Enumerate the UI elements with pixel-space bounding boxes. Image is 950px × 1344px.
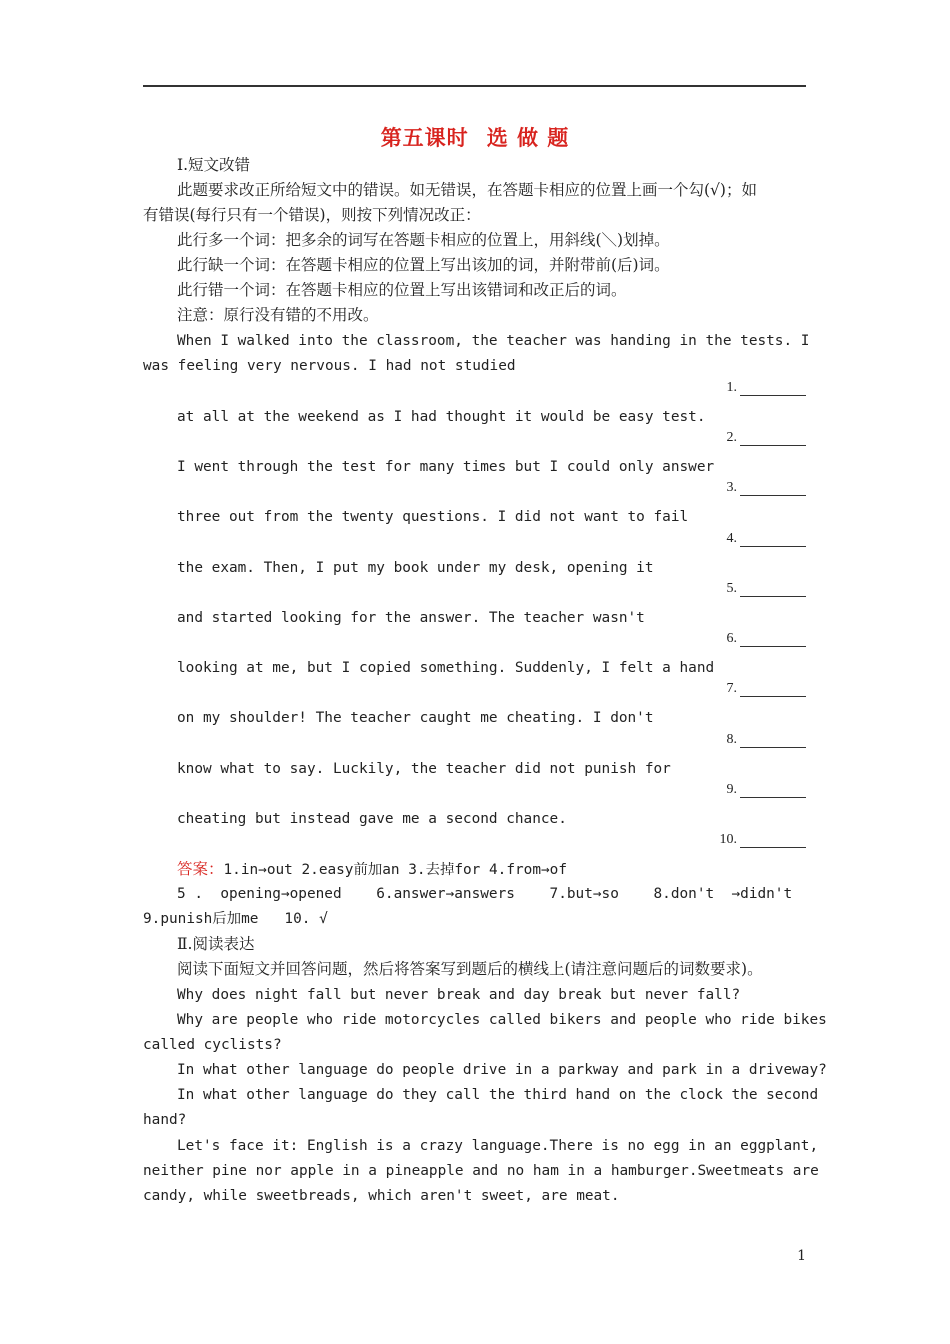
answer-text: 1.in→out 2.easy前加an 3.去掉for 4.from→of <box>223 862 567 878</box>
passage-line: know what to say. Luckily, the teacher did not punish for <box>177 761 671 777</box>
instruction-line: 注意：原行没有错的不用改。 <box>177 306 379 324</box>
instruction-line: 此行多一个词：把多余的词写在答题卡相应的位置上，用斜线(＼)划掉。 <box>177 231 670 249</box>
answer-slot <box>706 480 806 496</box>
page-number: 1 <box>797 1248 806 1264</box>
answer-number: 10. <box>719 832 737 847</box>
section1-heading: Ⅰ.短文改错 <box>177 156 251 174</box>
answer-number: 4. <box>726 531 737 546</box>
answer-blank <box>740 833 806 848</box>
reading-line: Why are people who ride motorcycles called bikers and people who ride bikes <box>177 1012 827 1028</box>
answer-slot <box>706 832 806 848</box>
answer-blank <box>740 481 806 496</box>
passage-line: on my shoulder! The teacher caught me cheating. I don't <box>177 710 654 726</box>
passage-line: at all at the weekend as I had thought it would be easy test. <box>177 409 706 425</box>
reading-line: hand? <box>143 1112 187 1128</box>
answer-blank <box>740 733 806 748</box>
passage-line: the exam. Then, I put my book under my desk, opening it <box>177 560 654 576</box>
answer-slot <box>706 531 806 547</box>
answer-blank <box>740 582 806 597</box>
instruction-line: 有错误(每行只有一个错误)，则按下列情况改正： <box>143 206 481 224</box>
reading-line: Why does night fall but never break and day break but never fall? <box>177 987 741 1003</box>
reading-line: Let's face it: English is a crazy language.There is no egg in an eggplant, <box>177 1138 819 1154</box>
section2-instruction: 阅读下面短文并回答问题，然后将答案写到题后的横线上(请注意问题后的词数要求)。 <box>177 960 763 978</box>
answer-slot <box>706 732 806 748</box>
answer-blank <box>740 783 806 798</box>
answer-label: 答案： <box>177 860 224 878</box>
answer-slot <box>706 380 806 396</box>
answer-number: 3. <box>726 480 737 495</box>
reading-line: neither pine nor apple in a pineapple and no ham in a hamburger.Sweetmeats are <box>143 1163 819 1179</box>
reading-line: candy, while sweetbreads, which aren't sweet, are meat. <box>143 1188 620 1204</box>
passage-line: three out from the twenty questions. I did not want to fail <box>177 509 689 525</box>
section2-heading: Ⅱ.阅读表达 <box>177 935 255 953</box>
page-title <box>0 122 950 152</box>
title-part2: 选 做 题 <box>486 125 570 150</box>
answer-key-line: 9.punish后加me 10. √ <box>143 911 328 927</box>
passage-line: I went through the test for many times but I could only answer <box>177 459 715 475</box>
instruction-line: 此行缺一个词：在答题卡相应的位置上写出该加的词，并附带前(后)词。 <box>177 256 670 274</box>
reading-line: In what other language do they call the third hand on the clock the second <box>177 1087 819 1103</box>
answer-slot <box>706 681 806 697</box>
answer-number: 9. <box>726 782 737 797</box>
header-rule <box>143 85 806 87</box>
answer-key-line: 5 . opening→opened 6.answer→answers 7.but→so 8.don't →didn't <box>177 886 793 902</box>
instruction-line: 此行错一个词：在答题卡相应的位置上写出该错词和改正后的词。 <box>177 281 627 299</box>
passage-intro-line: When I walked into the classroom, the teacher was handing in the tests. I <box>177 333 810 349</box>
instruction-line: 此题要求改正所给短文中的错误。如无错误，在答题卡相应的位置上画一个勾(√)；如 <box>177 181 757 199</box>
answer-number: 8. <box>726 732 737 747</box>
answer-number: 6. <box>726 631 737 646</box>
answer-number: 7. <box>726 681 737 696</box>
answer-number: 1. <box>726 380 737 395</box>
passage-line: and started looking for the answer. The teacher wasn't <box>177 610 645 626</box>
answer-blank <box>740 381 806 396</box>
answer-key-line <box>143 857 806 883</box>
answer-slot <box>706 782 806 798</box>
answer-number: 5. <box>726 581 737 596</box>
passage-line: cheating but instead gave me a second chance. <box>177 811 567 827</box>
answer-blank <box>740 632 806 647</box>
answer-number: 2. <box>726 430 737 445</box>
answer-slot <box>706 581 806 597</box>
answer-slot <box>706 631 806 647</box>
answer-blank <box>740 431 806 446</box>
answer-slot <box>706 430 806 446</box>
passage-line: looking at me, but I copied something. Suddenly, I felt a hand <box>177 660 715 676</box>
passage-intro-line: was feeling very nervous. I had not studied <box>143 358 516 374</box>
reading-line: In what other language do people drive in a parkway and park in a driveway? <box>177 1062 827 1078</box>
answer-blank <box>740 682 806 697</box>
title-part1: 第五课时 <box>380 125 469 150</box>
answer-blank <box>740 532 806 547</box>
reading-line: called cyclists? <box>143 1037 282 1053</box>
